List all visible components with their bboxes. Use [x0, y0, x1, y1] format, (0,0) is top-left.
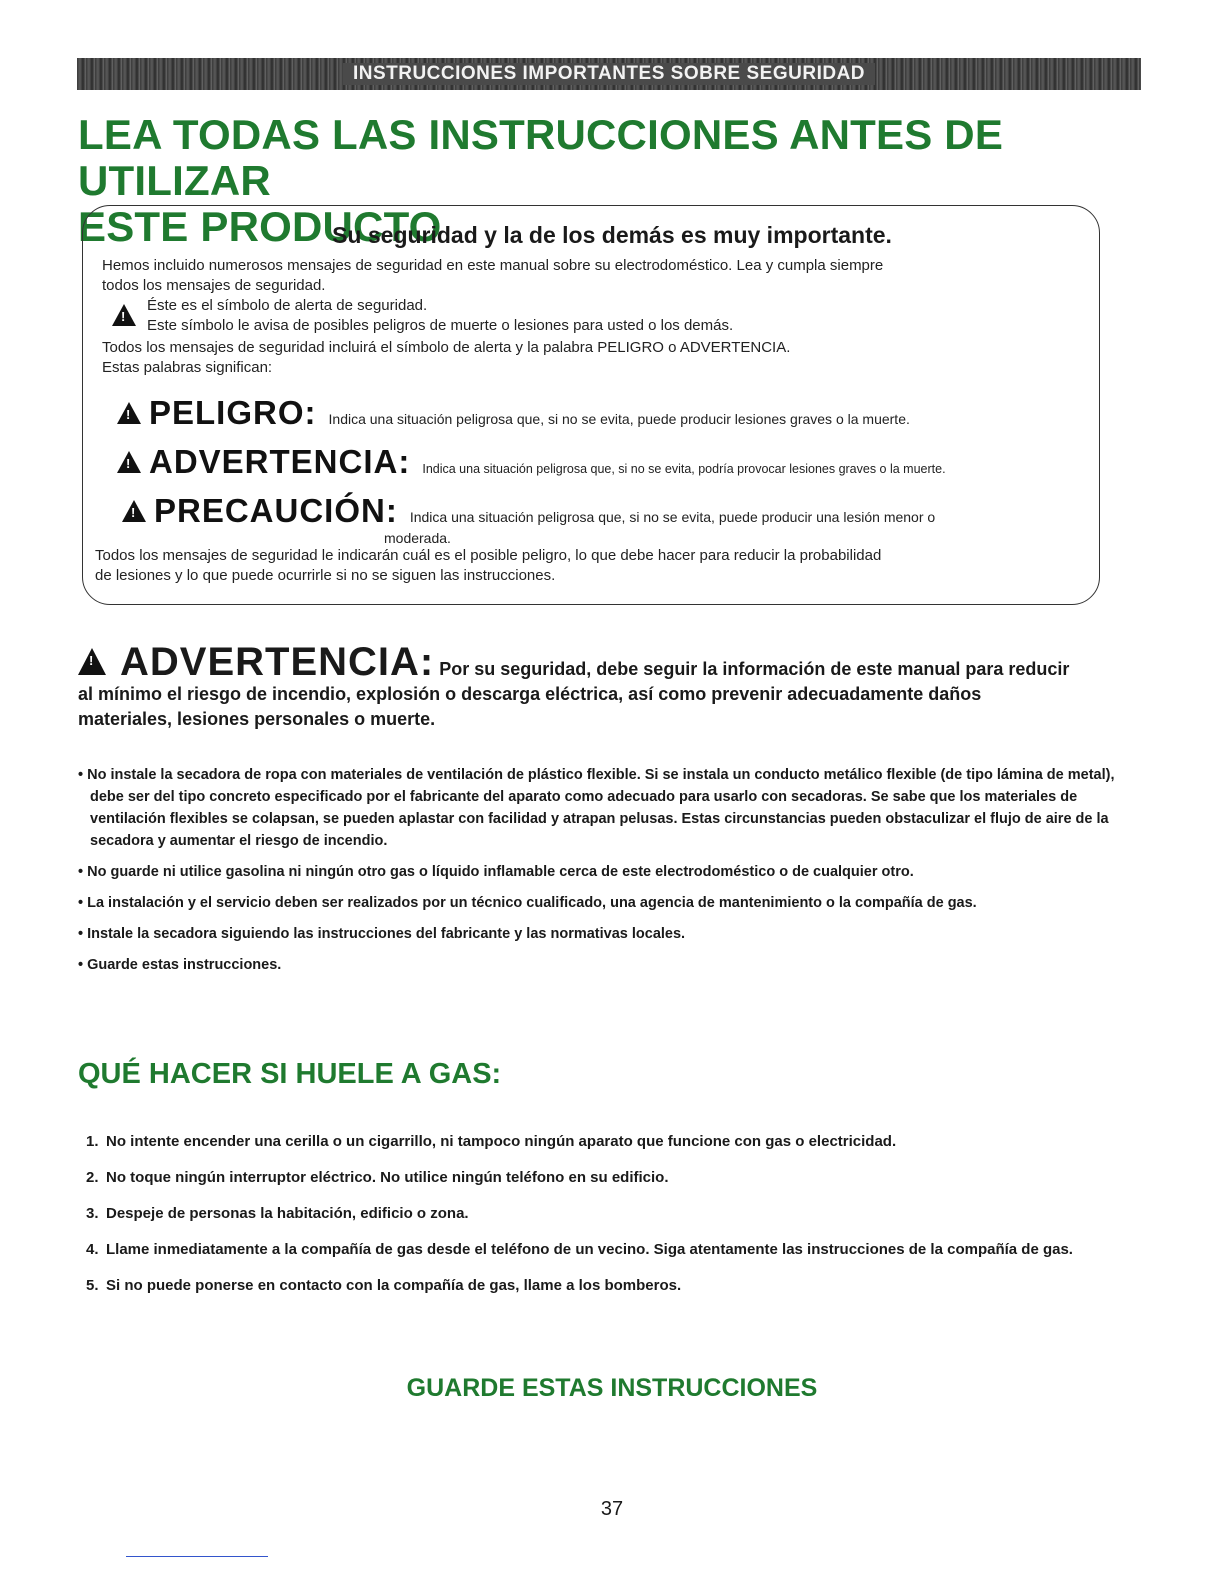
- symbol-line-2: Este símbolo le avisa de posibles peligros de muerte o lesiones para usted o los demás.: [147, 317, 734, 334]
- step-item: [86, 1202, 1086, 1226]
- peligro-alert-icon: [117, 402, 141, 424]
- step-number: 3.: [86, 1205, 99, 1222]
- title-line-2: ESTE PRODUCTO: [78, 203, 442, 250]
- advertencia-alert-icon: [117, 451, 141, 473]
- step-text: Si no puede ponerse en contacto con la compañía de gas, llame a los bomberos.: [106, 1277, 682, 1294]
- step-number: 4.: [86, 1241, 99, 1258]
- intro-line-1: Hemos incluido numerosos mensajes de seguridad en este manual sobre su electrodoméstico. Lea y cumpla siempre: [102, 257, 884, 274]
- words-mean-line: Estas palabras significan:: [102, 359, 273, 376]
- step-text: No toque ningún interruptor eléctrico. No utilice ningún teléfono en su edificio.: [106, 1169, 669, 1186]
- step-text: Despeje de personas la habitación, edificio o zona.: [106, 1205, 469, 1222]
- precaucion-description-cont: moderada.: [384, 530, 451, 546]
- banner-text: INSTRUCCIONES IMPORTANTES SOBRE SEGURIDAD: [343, 63, 875, 85]
- warning-text-1: Por su seguridad, debe seguir la información de este manual para reducir: [439, 659, 1070, 679]
- warning-text-3: materiales, lesiones personales o muerte.: [78, 709, 436, 729]
- advertencia-row: [117, 443, 946, 481]
- main-warning: [78, 640, 1128, 732]
- step-item: [86, 1166, 1086, 1190]
- save-instructions-title: GUARDE ESTAS INSTRUCCIONES: [406, 1374, 818, 1402]
- warning-label: ADVERTENCIA:: [120, 640, 435, 684]
- closing-line-2: de lesiones y lo que puede ocurrirle si no se siguen las instrucciones.: [95, 567, 556, 584]
- symbol-explanation: [147, 296, 1047, 336]
- precaucion-alert-icon: [122, 500, 146, 522]
- closing-paragraph: [95, 546, 1095, 586]
- step-item: [86, 1238, 1086, 1262]
- warning-alert-icon: [78, 648, 106, 675]
- box-heading: Su seguridad y la de los demás es muy importante.: [332, 222, 892, 248]
- precaucion-description: Indica una situación peligrosa que, si no se evita, puede producir una lesión menor o: [409, 509, 936, 525]
- bullet-item: • Guarde estas instrucciones.: [78, 954, 1128, 976]
- symbol-line-1: Éste es el símbolo de alerta de seguridad.: [147, 297, 428, 314]
- advertencia-label: ADVERTENCIA:: [149, 443, 411, 480]
- step-number: 5.: [86, 1277, 99, 1294]
- footer-divider: [126, 1556, 268, 1557]
- warning-bullets: [78, 764, 1128, 985]
- title-line-1: LEA TODAS LAS INSTRUCCIONES ANTES DE UTILIZAR: [78, 111, 1004, 204]
- precaucion-label: PRECAUCIÓN:: [154, 492, 398, 529]
- page-number: 37: [600, 1498, 624, 1520]
- step-item: [86, 1130, 1086, 1154]
- intro-paragraph: [102, 256, 1092, 296]
- section-banner: [77, 58, 1141, 90]
- alert-symbol-icon: [112, 304, 136, 326]
- gas-steps: [86, 1130, 1086, 1310]
- peligro-label: PELIGRO:: [149, 394, 317, 431]
- intro-line-2: todos los mensajes de seguridad.: [102, 277, 326, 294]
- step-number: 1.: [86, 1133, 99, 1150]
- bullet-item: • Instale la secadora siguiendo las instrucciones del fabricante y las normativas locales.: [78, 923, 1128, 945]
- bullet-item: • No guarde ni utilice gasolina ni ningún otro gas o líquido inflamable cerca de este electrodoméstico o de cualquier otro.: [78, 861, 1128, 883]
- bullet-item: • No instale la secadora de ropa con materiales de ventilación de plástico flexible. Si se instala un conducto metálico flexible (de tipo lámina de metal), debe ser del tipo concreto especificado por el fabricante del aparato como adecuado para usarlo con secadoras. Se sabe que los materiales de ventilación flexibles se colapsan, se pueden aplastar con facilidad y atrapan pelusas. Estas circunstancias pueden obstaculizar el flujo de aire de la secadora y aumentar el riesgo de incendio.: [78, 764, 1128, 852]
- messages-paragraph: [102, 338, 1092, 378]
- advertencia-description: Indica una situación peligrosa que, si no se evita, podría provocar lesiones graves o la muerte.: [422, 462, 946, 476]
- bullet-item: • La instalación y el servicio deben ser realizados por un técnico cualificado, una agencia de mantenimiento o la compañía de gas.: [78, 892, 1128, 914]
- step-text: No intente encender una cerilla o un cigarrillo, ni tampoco ningún aparato que funcione con gas o electricidad.: [106, 1133, 897, 1150]
- gas-section-title: QUÉ HACER SI HUELE A GAS:: [78, 1058, 502, 1090]
- precaucion-row: [122, 492, 935, 530]
- step-item: [86, 1274, 1086, 1298]
- closing-line-1: Todos los mensajes de seguridad le indicarán cuál es el posible peligro, lo que debe hacer para reducir la probabilidad: [95, 547, 882, 564]
- peligro-row: [117, 394, 910, 432]
- warning-text-2: al mínimo el riesgo de incendio, explosión o descarga eléctrica, así como prevenir adecuadamente daños: [78, 684, 982, 704]
- step-text: Llame inmediatamente a la compañía de gas desde el teléfono de un vecino. Siga atentamente las instrucciones de la compañía de gas.: [106, 1241, 1073, 1258]
- all-messages-line: Todos los mensajes de seguridad incluirá el símbolo de alerta y la palabra PELIGRO o ADVERTENCIA.: [102, 339, 791, 356]
- step-number: 2.: [86, 1169, 99, 1186]
- peligro-description: Indica una situación peligrosa que, si no se evita, puede producir lesiones graves o la muerte.: [328, 411, 910, 427]
